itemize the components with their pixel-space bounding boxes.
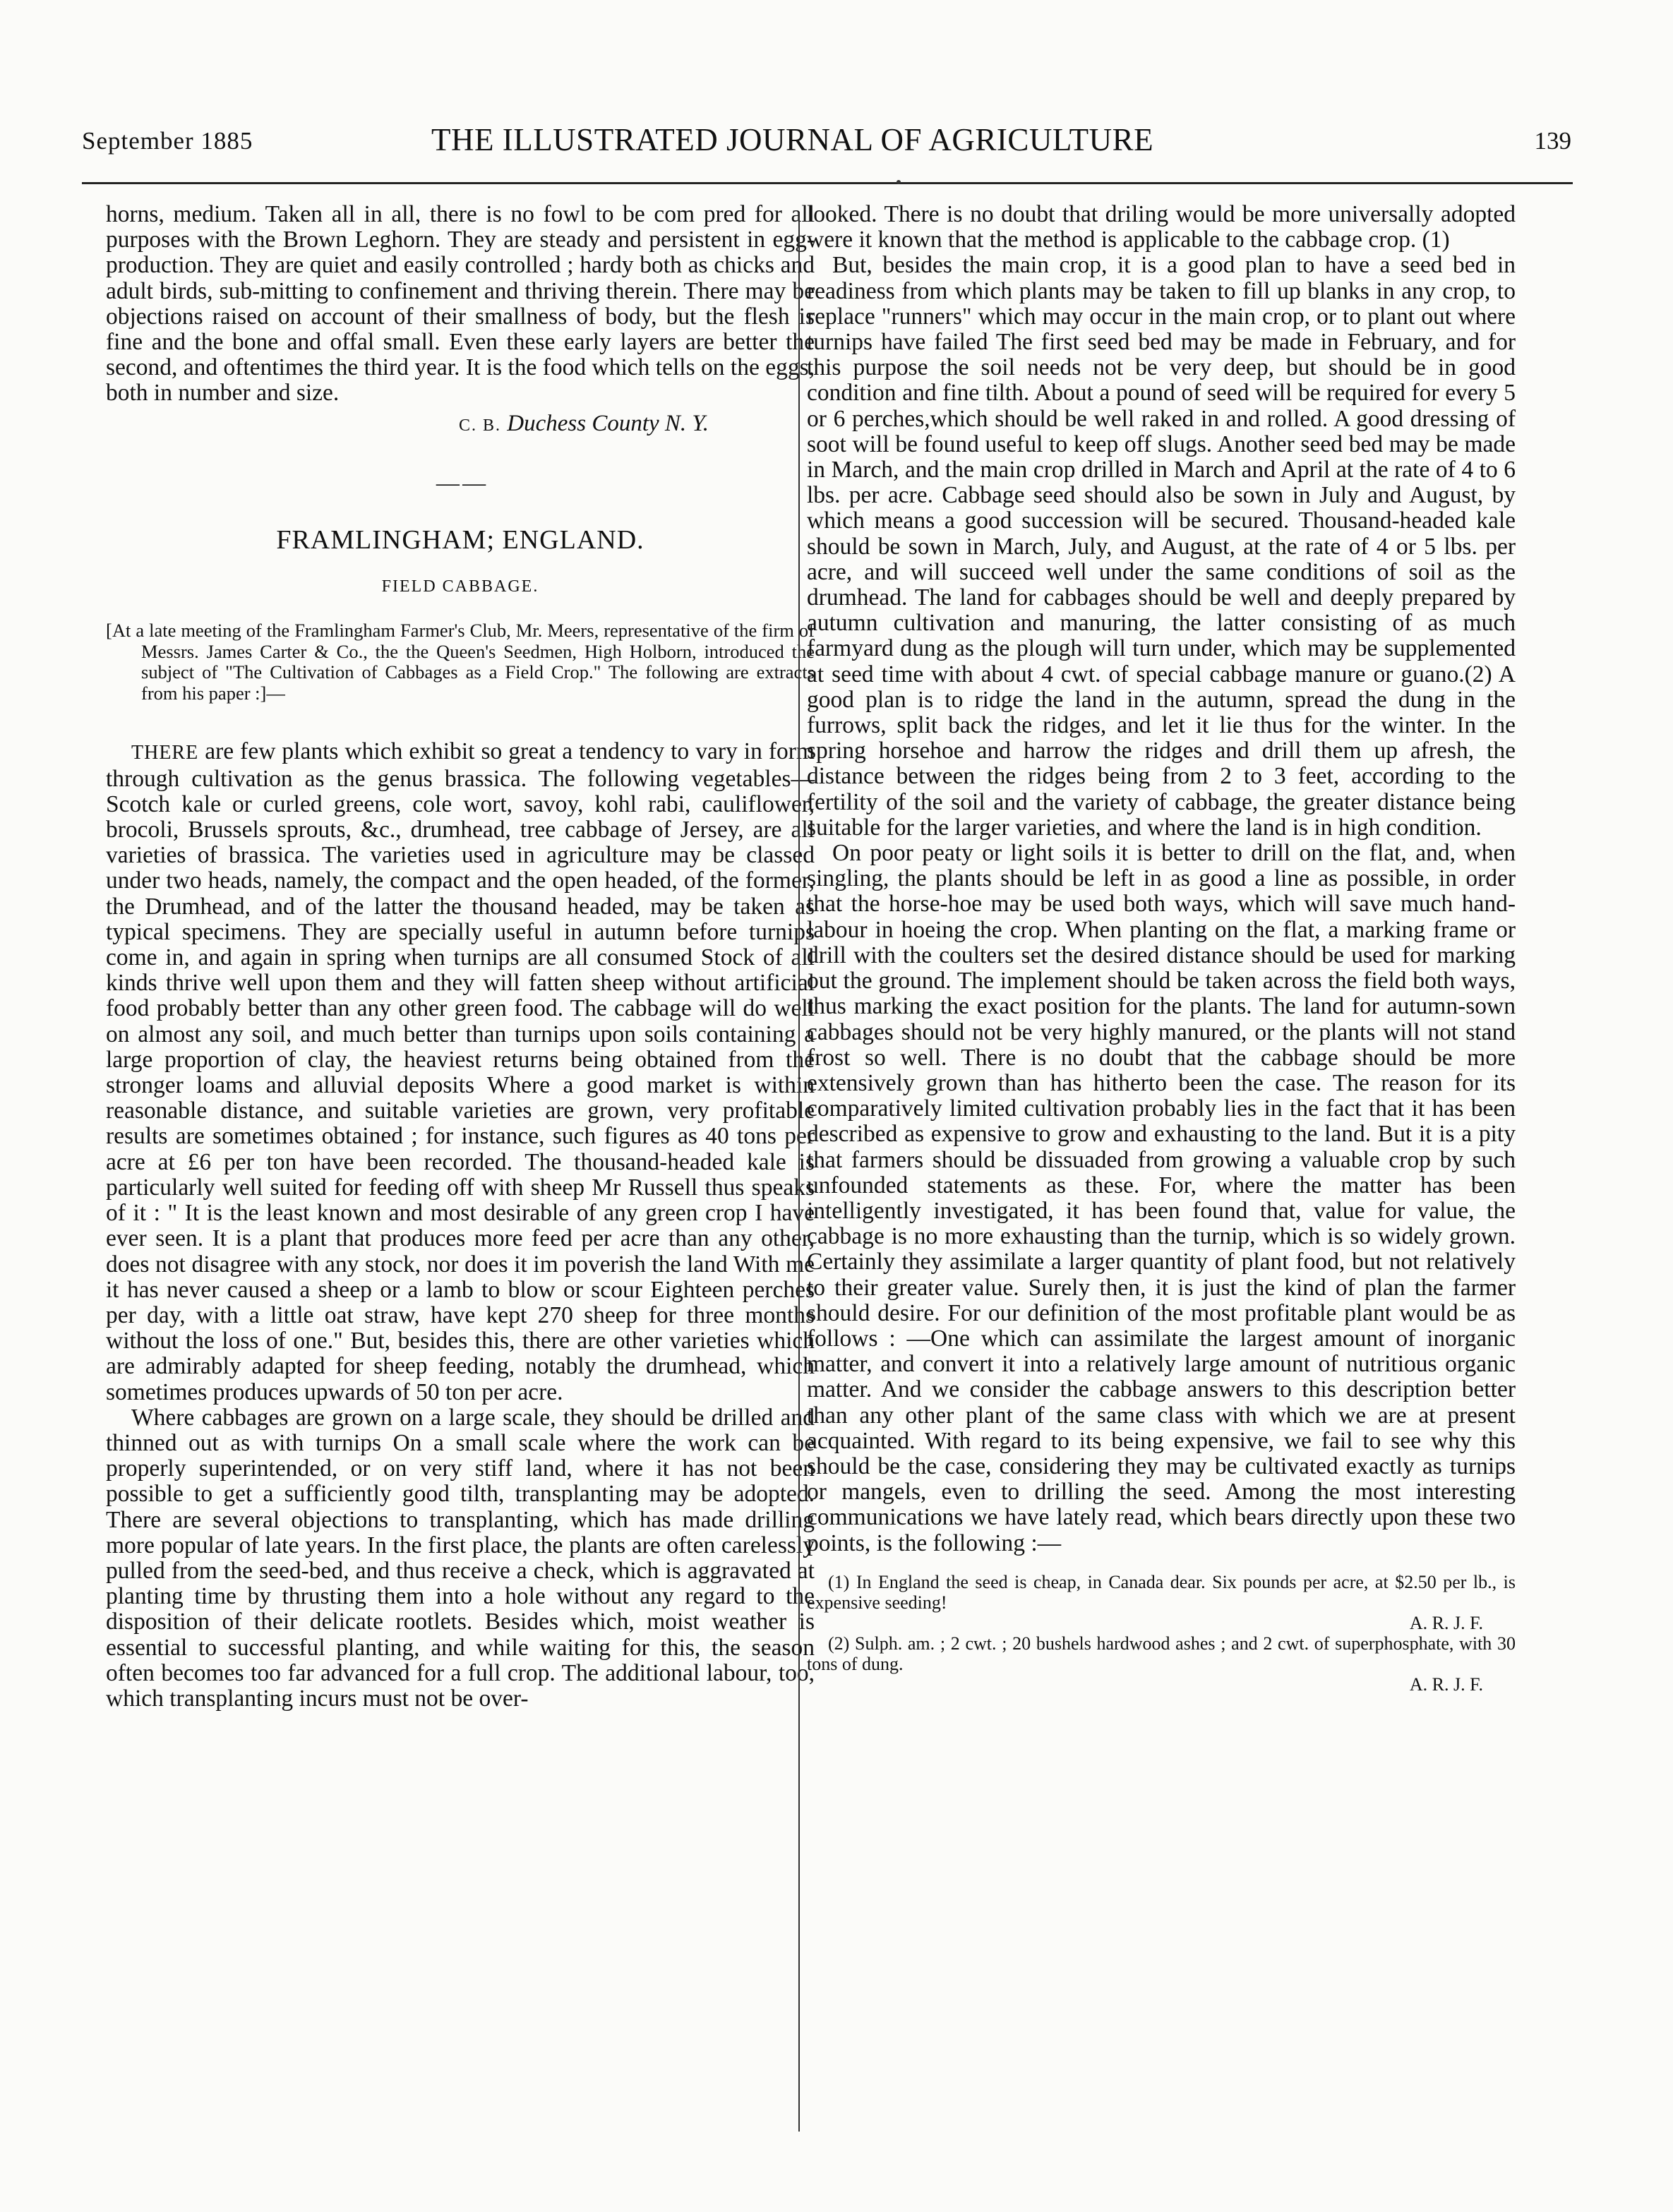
- running-header: [82, 121, 1571, 164]
- body-paragraph: [106, 739, 815, 1405]
- footnote-text: (2) Sulph. am. ; 2 cwt. ; 20 bushels hardwood ashes ; and 2 cwt. of superphosphate, with 30 tons of dung.: [807, 1633, 1516, 1674]
- article-subhead: FIELD CABBAGE.: [381, 577, 539, 596]
- header-rule: [82, 182, 1573, 184]
- footnote: [807, 1572, 1516, 1613]
- opening-word: THERE: [131, 742, 199, 764]
- left-column: [106, 202, 815, 1712]
- page-number: 139: [1534, 127, 1571, 155]
- section-separator: — —: [436, 470, 485, 496]
- footnote: [807, 1633, 1516, 1674]
- body-paragraph: On poor peaty or light soils it is better to drill on the flat, and, when singling, the plants should be left in as good a line as possible, in order that the horse-hoe may be used both ways, which will save much hand-labour in hoeing the crop. When planting on the flat, a marking frame or drill with the coulters set the desired distance should be used for marking out the ground. The implement should be taken across the field both ways, thus marking the exact position for the plants. The land for autumn-sown cabbages should not be very highly manured, or the plants will not stand frost so well. There is no doubt that the cabbage should be more extensively grown than has hitherto been the case. The reason for its comparatively limited cultivation probably lies in the fact that it has been described as expensive to grow and exhausting to the land. But it is a pity that farmers should be dissuaded from growing a valuable crop by such unfounded statements as these. For, where the matter has been intelligently investigated, it has been found that, value for value, the cabbage is no more exhausting than the turnip, which is so widely grown. Certainly they assimilate a larger quantity of plant food, but not relatively to their greater value. Surely then, it is just the kind of plan the farmer should desire. For our definition of the most profitable plant would be as follows : —One which can assimilate the largest amount of inorganic matter, and convert it into a relatively large amount of nutritious organic matter. And we consider the cabbage answers to this description better than any other plant of the same class with which we are at present acquainted. With regard to its being expensive, we fail to see why this should be the case, considering they may be cultivated exactly as turnips or mangels, even to drilling the seed. Among the most interesting communications we have lately read, which bears directly upon these two points, is the following :—: [807, 840, 1516, 1556]
- column-divider: [798, 212, 800, 2132]
- footnote-text: (1) In England the seed is cheap, in Canada dear. Six pounds per acre, at $2.50 per lb., is expensive seeding!: [807, 1571, 1516, 1613]
- journal-title: THE ILLUSTRATED JOURNAL OF AGRICULTURE: [431, 122, 1154, 157]
- footnote-signature: A. R. J. F.: [1409, 1673, 1483, 1695]
- body-paragraph: Where cabbages are grown on a large scale, they should be drilled and thinned out as with turnips On a small scale where the work can be properly superintended, or on very stiff land, where it has not been possible to get a sufficiently good tilth, transplanting may be adopted. There are several objections to transplanting, which has made drilling more popular of late years. In the first place, the plants are often carelessly pulled from the seed-bed, and thus receive a check, which is aggravated at planting time by thrusting them into a hole without any regard to the disposition of their delicate rootlets. Besides which, moist weather is essential to successful planting, and while waiting for this, the season often becomes too far advanced for a full crop. The additional labour, too, which transplanting incurs must not be over-: [106, 1404, 815, 1712]
- footnote-signature-row: [807, 1674, 1516, 1695]
- editorial-intro: [At a late meeting of the Framlingham Farmer's Club, Mr. Meers, representative of the firm of Messrs. James Carter & Co., the the Queen's Seedmen, High Holborn, introduced the subject of "The Cultivation of Cabbages as a Field Crop." The following are extracts from his paper :]—: [106, 620, 815, 704]
- header-date: September 1885: [82, 127, 253, 155]
- paragraph-text: are few plants which exhibit so great a tendency to vary in form through cultivation as the genus brassica. The following vegetables—Scotch kale or curled greens, cole wort, savoy, kohl rabi, cauliflower, brocoli, Brussels sprouts, &c., drumhead, tree cabbage of Jersey, are all varieties of brassica. The varieties used in agriculture may be classed under two heads, namely, the compact and the open headed, of the former, the Drumhead, and of the latter the thousand headed, may be taken as typical specimens. They are specially useful in autumn before turnips come in, and again in spring when turnips are all consumed Stock of all kinds thrive well upon them and they will fatten sheep without artificial food probably better than any other green food. The cabbage will do well on almost any soil, and much better than turnips upon soils containing a large proportion of clay, the heaviest returns being obtained from the stronger loams and alluvial deposits Where a good market is within reasonable distance, and suitable varieties are grown, very profitable results are sometimes obtained ; for instance, such figures as 40 tons per acre at £6 per ton have been recorded. The thousand-headed kale is particularly well suited for feeding off with sheep Mr Russell thus speaks of it : " It is the least known and most desirable of any green crop I have ever seen. It is a plant that produces more feed per acre than any other, does not disagree with any stock, nor does it im poverish the land With me it has never caused a sheep or a lamb to blow or scour Eighteen perches per day, with a little oat straw, have kept 270 sheep for three months without the loss of one." But, besides this, there are other varieties which are admirably adapted for sheep feeding, notably the drumhead, which sometimes produces upwards of 50 ton per acre.: [106, 738, 815, 1405]
- article-signature: [106, 411, 815, 438]
- ink-dot: [897, 180, 901, 184]
- right-column: [807, 202, 1516, 1695]
- footnote-signature-row: [807, 1613, 1516, 1633]
- footnote-signature: A. R. J. F.: [1409, 1612, 1483, 1633]
- body-paragraph: But, besides the main crop, it is a good plan to have a seed bed in readiness from which plants may be taken to fill up blanks in any crop, to replace "runners" which may occur in the main crop, or to plant out where turnips have failed The first seed bed may be made in February, and for this purpose the soil needs not be very deep, but should be in good condition and fine tilth. About a pound of seed will be required for every 5 or 6 perches,which should be well raked in and rolled. A good dressing of soot will be found useful to keep off slugs. Another seed bed may be made in March, and the main crop drilled in March and April at the rate of 4 to 6 lbs. per acre. Cabbage seed should also be sown in July and August, by which means a good succession will be secured. Thousand-headed kale should be sown in March, July, and August, at the rate of 4 or 5 lbs. per acre, and will succeed well under the same conditions of soil as the drumhead. The land for cabbages should be well and deeply prepared by autumn cultivation and manuring, the latter consisting of as much farmyard dung as the plough will turn under, which may be supplemented at seed time with about 4 cwt. of special cabbage manure or guano.(2) A good plan is to ridge the land in the autumn, spread the dung in the furrows, split back the ridges, and let it lie thus for the winter. In the spring horsehoe and harrow the ridges and drill them up afresh, the distance between the ridges being from 2 to 3 feet, according to the fertility of the soil and the variety of cabbage, the greater distance being suitable for the larger varieties, and where the land is in high condition.: [807, 252, 1516, 841]
- article-headline: FRAMLINGHAM; ENGLAND.: [276, 525, 644, 555]
- continued-paragraph: looked. There is no doubt that driling would be more universally adopted were it known that the method is applicable to the cabbage crop. (1): [807, 201, 1516, 253]
- footnote-area: [807, 1572, 1516, 1695]
- signature-initials: C. B.: [459, 416, 502, 435]
- continued-paragraph: horns, medium. Taken all in all, there is no fowl to be com pred for all purposes with the Brown Leghorn. They are steady and persistent in egg-production. They are quiet and easily controlled ; hardy both as chicks and adult birds, sub-mitting to confinement and thriving therein. There may be objections raised on account of their smallness of body, but the flesh is fine and the bone and offal small. Even these early layers are better the second, and oftentimes the third year. It is the food which tells on the eggs, both in number and size.: [106, 201, 815, 407]
- signature-place: Duchess County N. Y.: [507, 410, 709, 436]
